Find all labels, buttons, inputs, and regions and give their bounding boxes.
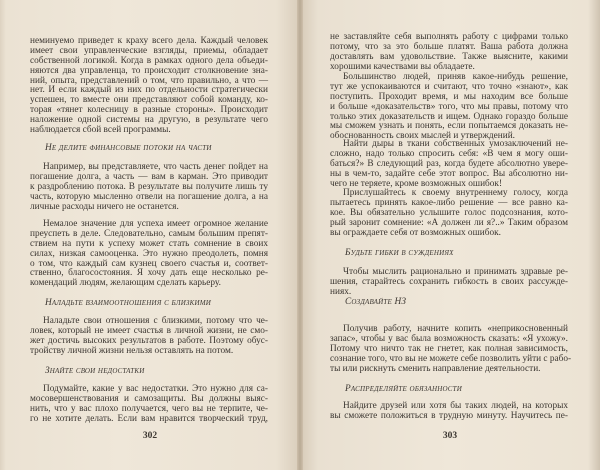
section-heading: Создавайте НЗ xyxy=(345,297,407,307)
paragraph xyxy=(30,220,268,289)
text-line: не заставляйте себя выполнять работу с цифрами только xyxy=(330,32,568,42)
text-line: Например, вы представляете, что часть денег пойдет на xyxy=(43,162,268,172)
section-heading-block xyxy=(30,143,268,153)
text-line: нет. И если каждый из них по отдельности стратегически xyxy=(30,85,268,96)
text-line: успешен, то вместе они представляют собой команду, ко- xyxy=(30,95,268,106)
text-line: неминуемо приведет к краху всего дела. Каждый человек xyxy=(30,36,268,46)
text-line: няются два управленца, то происходит столкновение зна- xyxy=(30,65,268,76)
text-line: обоснованность своих мыслей и утверждений. xyxy=(330,131,516,142)
text-line: ствием на пути к успеху может стать сомнение в своих xyxy=(30,238,268,249)
page-number: 302 xyxy=(142,431,158,441)
text-line: рый заронит сомнение: «А должен ли я?..» Таким образом xyxy=(330,217,568,228)
text-line: ний, опыта, представлений о том, что правильно, а что — xyxy=(30,75,268,86)
paragraph xyxy=(330,402,568,422)
text-line: имеет свои управленческие взгляды, приемы, обладает xyxy=(30,45,268,56)
text-line: Потому что ничто так не гнетет, как полная зависимость, xyxy=(330,343,568,354)
text-line: мы сможем узнать и понять, если попытаемся доказать не- xyxy=(330,121,568,132)
section-heading: Будьте гибки в суждениях xyxy=(345,248,454,258)
text-line: потому, что за это больше платят. Ваша работа должна xyxy=(330,41,568,52)
text-line: тут же успокаиваются и считают, что точно «знают», как xyxy=(330,81,568,92)
text-line: часть, которую мысленно отвели на погашение долга, а на xyxy=(30,191,268,202)
text-line: сознание того, что вы не можете себе позволить уйти с рабо- xyxy=(330,353,572,364)
text-line: наложение одной системы на другую, в результате чего xyxy=(30,115,268,126)
section-heading-block xyxy=(330,297,568,307)
section-heading: Распределяйте обязанности xyxy=(345,384,462,394)
right-page xyxy=(300,0,600,470)
paragraph xyxy=(330,33,568,73)
paragraph xyxy=(30,163,268,212)
text-line: доставлять вам удовольствие. Также выясните, какими xyxy=(330,51,568,62)
text-line: сложно, надо только спросить себя: «В чем я могу оши- xyxy=(330,148,568,159)
text-line: хорошими качествами вы обладаете. xyxy=(330,61,475,72)
text-line: вы сможете положиться в трудную минуту. Научитесь пе- xyxy=(330,410,568,421)
text-line: кое. Вы обязательно услышите голос подсознания, кото- xyxy=(330,207,568,218)
text-line: Найдите друзей или хотя бы таких людей, на которых xyxy=(343,401,568,411)
text-line: нить, что у вас плохо получается, чего вы не терпите, че- xyxy=(30,403,268,414)
text-line: погашение долга, а часть — вам в карман. Это приводит xyxy=(30,171,268,182)
text-line: Получив работу, начните копить «неприкосновенный xyxy=(343,324,568,334)
text-line: ны в чем-то, задайте себе этот вопрос. Вы абсолютно ни- xyxy=(330,168,568,179)
text-line: и больше «доказательств» того, что мы правы, потому что xyxy=(330,101,568,112)
paragraph xyxy=(30,37,268,136)
text-line: только этих доказательств и ищем. Однако гораздо больше xyxy=(330,111,568,122)
text-line: го не хотите делать. Если вам нравится творческий труд, xyxy=(30,413,268,424)
paragraph xyxy=(330,140,568,189)
book-gutter xyxy=(297,0,303,470)
paragraph xyxy=(30,317,268,357)
text-line: мосовершенствования и самозащиты. Вы должны выяс- xyxy=(30,393,268,404)
section-heading-block xyxy=(330,248,568,258)
text-line: баться?» В следующий раз, когда будете абсолютно увере- xyxy=(330,158,568,169)
text-line: Прислушайтесь к своему внутреннему голосу, когда xyxy=(343,188,568,198)
text-line: Найти дыры в ткани собственных умозаключений не- xyxy=(343,139,568,149)
text-line: вы ограждаете себя от возможных ошибок. xyxy=(330,227,501,238)
paragraph xyxy=(30,385,268,425)
text-line: жет достичь высоких результатов в работе. Поэтому обус- xyxy=(30,335,268,346)
text-line: преуспеть в деле. Следовательно, самым большим препят- xyxy=(30,228,268,239)
text-line: о том, что каждый сам кузнец своего счастья и, соответ- xyxy=(30,258,268,269)
text-line: запас», чтобы у вас была возможность сказать: «Я ухожу». xyxy=(330,333,568,344)
text-line: чего не теряете, кроме возможных ошибок! xyxy=(330,178,503,189)
text-line: к раздроблению потока. В результате вы получите лишь ту xyxy=(30,181,268,192)
section-heading: Наладьте взаимоотношения с близкими xyxy=(45,298,212,308)
text-line: Немалое значение для успеха имеет огромное желание xyxy=(43,219,268,229)
text-line: наблюдается сбой всей программы. xyxy=(30,125,171,136)
paragraph xyxy=(330,268,568,298)
text-line: собственной логикой. Когда в рамках одного дела объеди- xyxy=(30,55,268,66)
section-heading: Не делите финансовые потоки на части xyxy=(45,143,212,153)
text-line: ловек, который не имеет счастья в личной жизни, не смо- xyxy=(30,325,268,336)
section-heading-block xyxy=(330,384,568,394)
text-line: силах, низкая самооценка. Это нужно преодолеть, помня xyxy=(30,248,268,259)
section-heading-block xyxy=(30,366,268,376)
text-line: Большинство людей, приняв какое-нибудь решение, xyxy=(343,72,568,82)
text-line: Подумайте, какие у вас недостатки. Это нужно для са- xyxy=(43,384,268,394)
text-line: поступить. Проходит время, и мы находим все больше xyxy=(330,91,568,102)
text-line: комендаций людям, желающим сделать карьеру. xyxy=(30,278,221,289)
text-line: ственно, благосостояния. Я хочу дать еще несколько ре- xyxy=(30,268,268,279)
text-line: пытаетесь принять какое-либо решение — все равно ка- xyxy=(330,197,568,208)
page-number: 303 xyxy=(442,431,458,441)
text-line: ты или рискнуть сменить направление деятельности. xyxy=(330,363,541,374)
text-line: торая «тянет колесницу в разные стороны». Происходит xyxy=(30,105,268,116)
text-line: личные расходы ничего не останется. xyxy=(30,201,179,212)
paragraph xyxy=(330,324,572,374)
text-line: Наладьте свои отношения с близкими, потому что че- xyxy=(43,316,268,326)
text-line: ниях. xyxy=(330,286,352,297)
section-heading-block xyxy=(30,298,268,308)
paragraph xyxy=(330,73,568,142)
paragraph xyxy=(330,189,568,238)
text-line: Чтобы мыслить рационально и принимать здравые ре- xyxy=(343,267,568,277)
text-line: шения, старайтесь сохранить гибкость в своих рассужде- xyxy=(330,276,568,287)
section-heading: Знайте свои недостатки xyxy=(45,366,145,376)
text-line: тройству личной жизни нельзя оставлять на потом. xyxy=(30,345,234,356)
